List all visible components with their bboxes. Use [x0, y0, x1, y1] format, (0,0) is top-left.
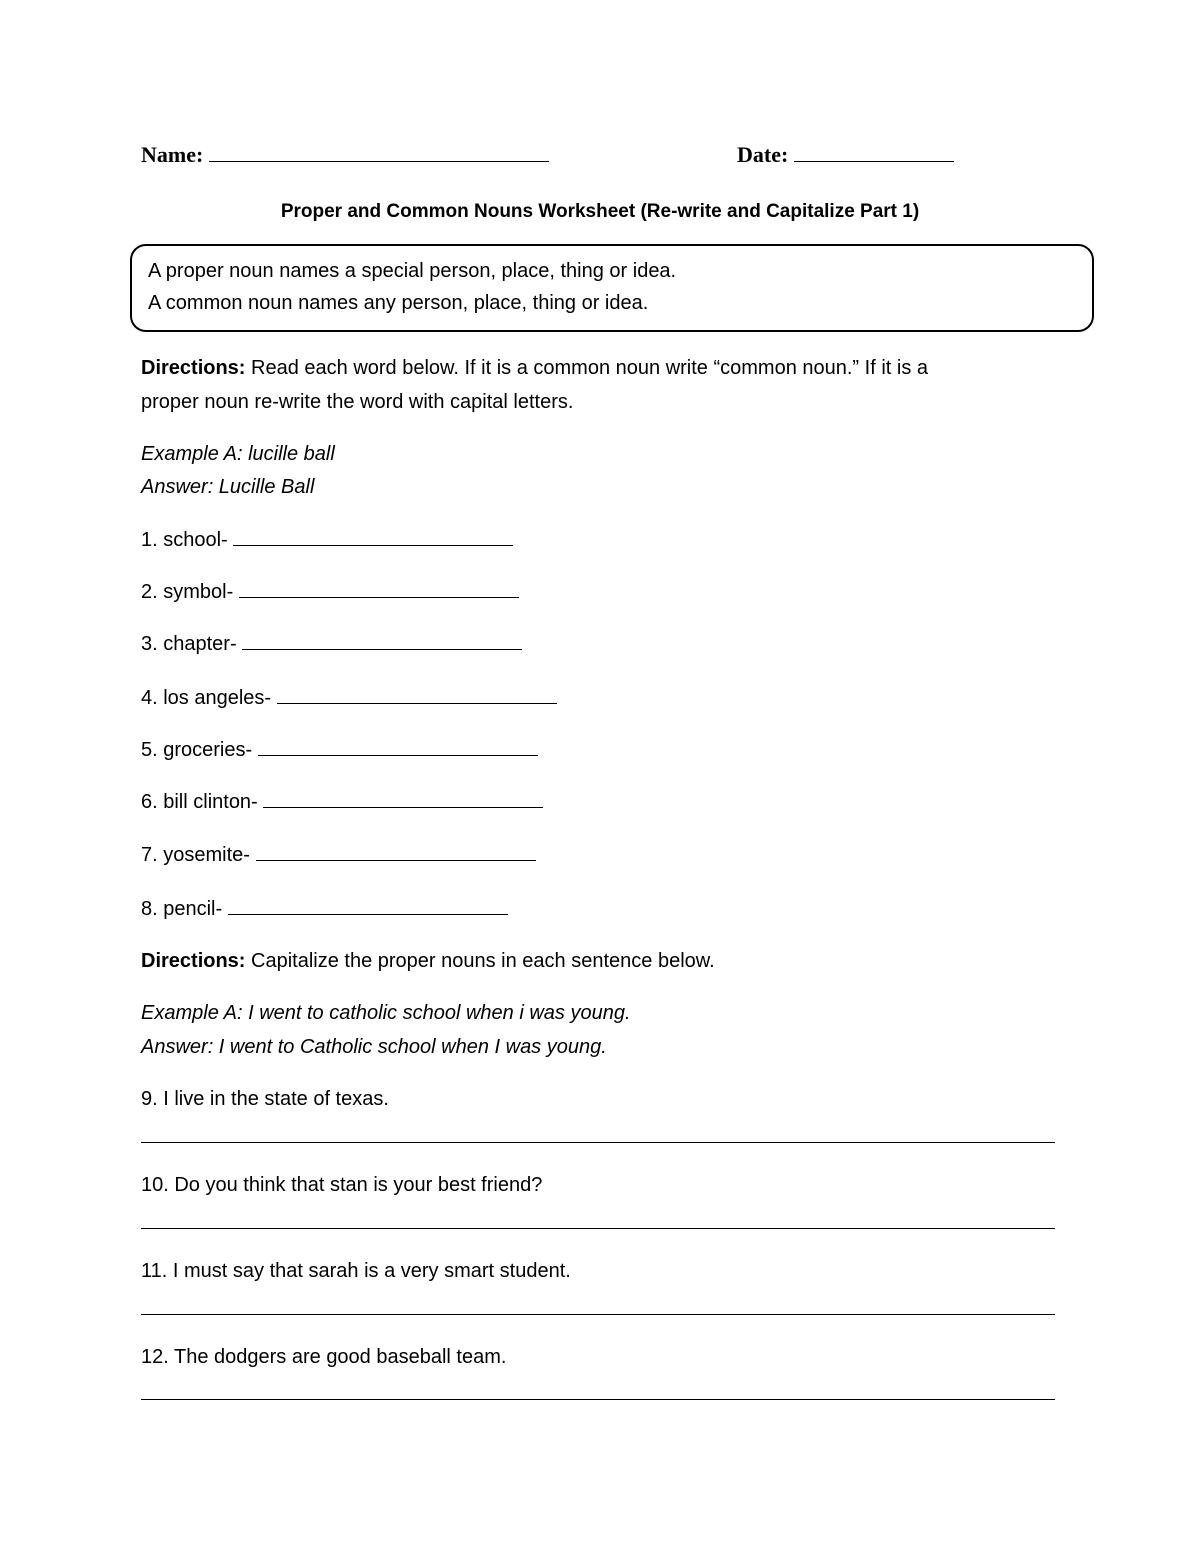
name-blank [209, 145, 549, 162]
word-item-label: 4. los angeles- [141, 687, 272, 709]
word-item [141, 790, 543, 814]
part1-directions-label: Directions: [141, 357, 246, 379]
word-item [141, 632, 522, 656]
sentence-item: 9. I live in the state of texas. [141, 1088, 389, 1110]
date-field [737, 142, 954, 168]
sentence-item: 11. I must say that sarah is a very smart student. [141, 1260, 571, 1282]
name-field [141, 142, 549, 168]
date-blank [794, 145, 954, 162]
part2-directions-label: Directions: [141, 950, 246, 972]
word-item-label: 7. yosemite- [141, 844, 250, 866]
word-item [141, 686, 557, 710]
answer-blank[interactable] [277, 687, 557, 704]
word-item [141, 897, 508, 921]
part2-directions [141, 949, 715, 973]
part1-answer: Answer: Lucille Ball [141, 476, 315, 498]
word-item-label: 5. groceries- [141, 739, 253, 761]
sentence-item: 10. Do you think that stan is your best friend? [141, 1174, 543, 1196]
word-item-label: 6. bill clinton- [141, 791, 258, 813]
part1-example: Example A: lucille ball [141, 443, 335, 465]
definition-box [130, 244, 1094, 332]
answer-line[interactable] [141, 1314, 1055, 1315]
word-item [141, 580, 519, 604]
part2-answer: Answer: I went to Catholic school when I was young. [141, 1036, 607, 1058]
word-item-label: 2. symbol- [141, 581, 234, 603]
answer-blank[interactable] [239, 581, 519, 598]
sentence-item: 12. The dodgers are good baseball team. [141, 1346, 507, 1368]
date-label: Date: [737, 142, 789, 167]
word-item [141, 528, 513, 552]
answer-blank[interactable] [256, 844, 536, 861]
word-item [141, 843, 536, 867]
answer-line[interactable] [141, 1142, 1055, 1143]
worksheet-title: Proper and Common Nouns Worksheet (Re-write and Capitalize Part 1) [280, 201, 920, 222]
part1-directions [141, 356, 928, 380]
answer-blank[interactable] [242, 633, 522, 650]
word-item-label: 3. chapter- [141, 633, 237, 655]
name-label: Name: [141, 142, 204, 167]
answer-line[interactable] [141, 1399, 1055, 1400]
word-item-label: 1. school- [141, 529, 228, 551]
part1-directions-text: Read each word below. If it is a common noun write “common noun.” If it is a [245, 357, 928, 379]
word-item [141, 738, 538, 762]
part2-directions-text: Capitalize the proper nouns in each sentence below. [245, 950, 715, 972]
part2-example: Example A: I went to catholic school when i was young. [141, 1002, 631, 1024]
answer-blank[interactable] [258, 739, 538, 756]
word-item-label: 8. pencil- [141, 898, 223, 920]
answer-line[interactable] [141, 1228, 1055, 1229]
answer-blank[interactable] [233, 529, 513, 546]
part1-directions-line2: proper noun re-write the word with capital letters. [141, 391, 574, 413]
common-noun-definition: A common noun names any person, place, thing or idea. [148, 292, 649, 314]
proper-noun-definition: A proper noun names a special person, place, thing or idea. [148, 260, 677, 282]
answer-blank[interactable] [228, 898, 508, 915]
answer-blank[interactable] [263, 791, 543, 808]
